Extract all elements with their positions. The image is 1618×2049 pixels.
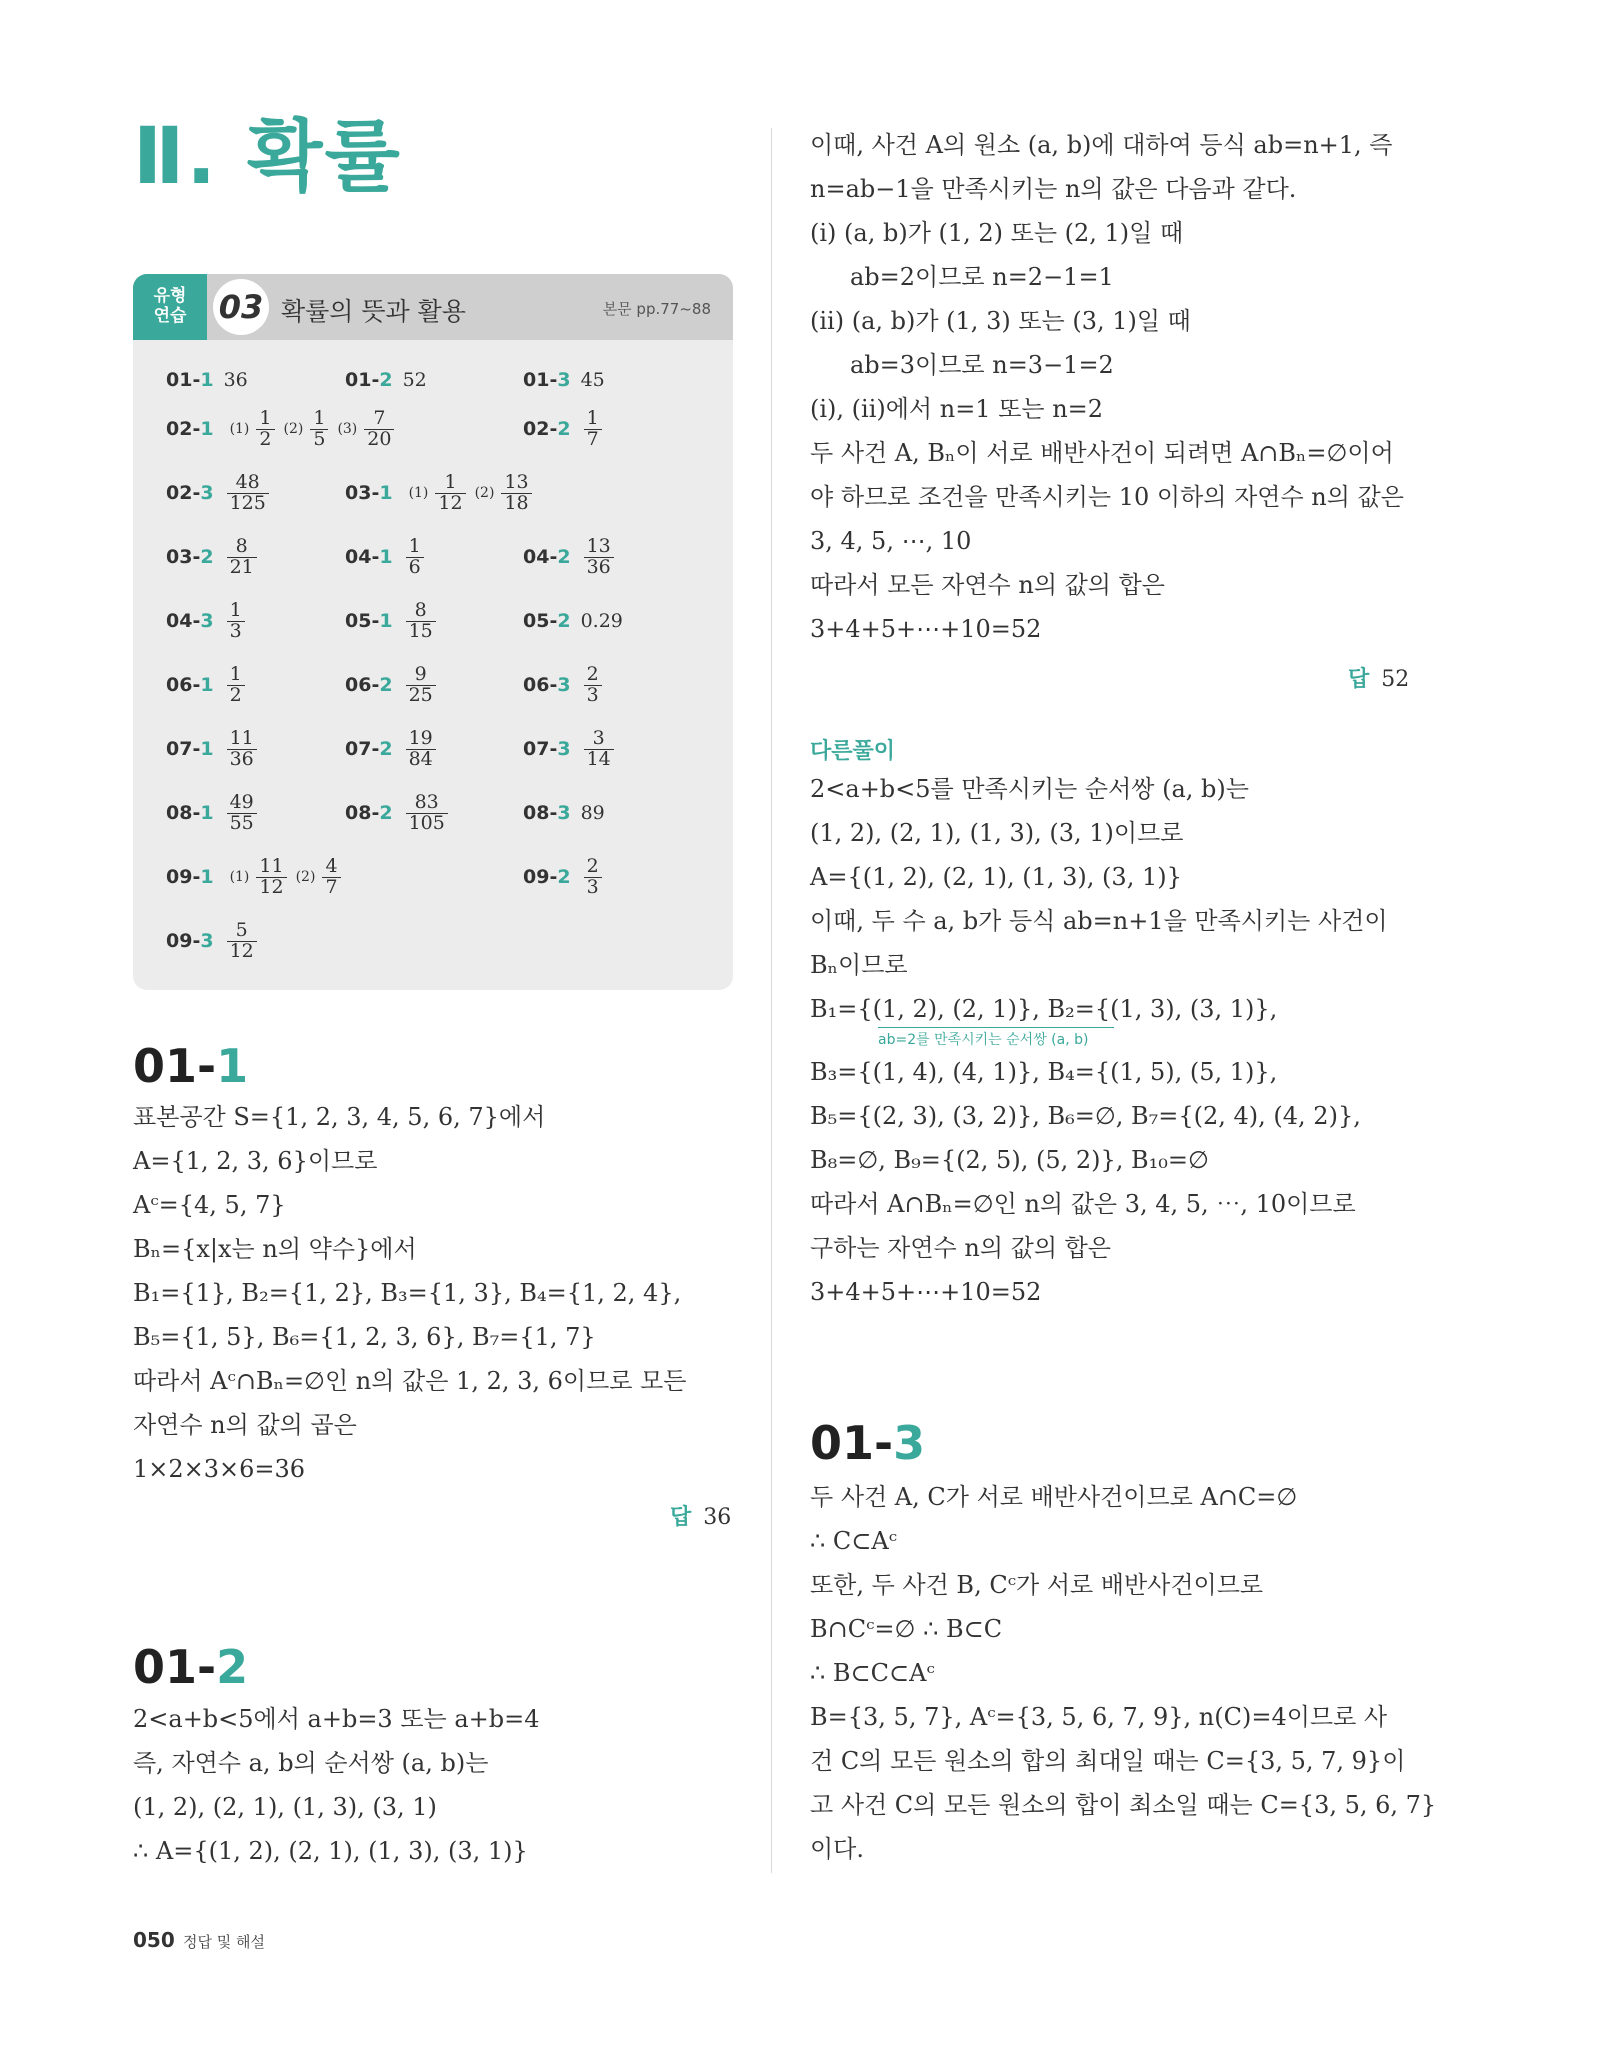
answer-item (345, 660, 439, 710)
answer-item (166, 596, 248, 646)
answer-item (345, 355, 427, 405)
answer-value: 0.29 (580, 610, 623, 632)
answer-item (345, 788, 451, 838)
column-divider (771, 128, 772, 1873)
solution-line: B={3, 5, 7}, Aᶜ={3, 5, 6, 7, 9}, n(C)=4이므로 사 (810, 1703, 1388, 1731)
chapter-title: Ⅱ. 확률 (133, 112, 402, 202)
solution-line: 3+4+5+⋯+10=52 (810, 615, 1042, 643)
fraction: $\frac{2}{3}$ (584, 857, 602, 898)
answer-item (345, 724, 439, 774)
answer-item: 09-1 (1) $\frac{11}{12}$ (2) $\frac{4}{7}$ (166, 852, 344, 902)
solution-line: 따라서 A∩Bₙ=∅인 n의 값은 3, 4, 5, ⋯, 10이므로 (810, 1190, 1356, 1218)
answer-label: 03-2 (166, 546, 214, 568)
fraction: $\frac{1}{7}$ (584, 409, 602, 450)
answer-value: 45 (580, 369, 605, 391)
answer-label: 07-1 (166, 738, 214, 760)
fraction: $\frac{83}{105}$ (406, 793, 448, 834)
fraction: $\frac{5}{12}$ (227, 921, 257, 962)
answer-item: 02-1 (1) $\frac{1}{2}$ (2) $\frac{1}{5}$ (3) $\frac{7}{20}$ (166, 404, 397, 454)
solution-line: 표본공간 S={1, 2, 3, 4, 5, 6, 7}에서 (133, 1103, 546, 1131)
page-reference: 본문 pp.77~88 (602, 300, 711, 318)
answer-label: 07-3 (523, 738, 571, 760)
solution-line: 고 사건 C의 모든 원소의 합이 최소일 때는 C={3, 5, 6, 7} (810, 1791, 1437, 1819)
fraction: $\frac{8}{21}$ (227, 537, 257, 578)
answer-label: 08-2 (345, 802, 393, 824)
tag-line-1: 유형 (153, 286, 187, 307)
answer-label: 01-1 (166, 369, 214, 391)
answer-label: 01-2 (345, 369, 393, 391)
answer-item (166, 532, 260, 582)
fraction: $\frac{1}{2}$ (256, 409, 274, 450)
answer-mark: 답 52 (1348, 667, 1410, 692)
fraction: $\frac{9}{25}$ (406, 665, 436, 706)
answer-item (166, 355, 248, 405)
fraction: $\frac{13}{36}$ (584, 537, 614, 578)
tag-line-2: 연습 (153, 306, 187, 326)
answer-label: 06-1 (166, 674, 214, 696)
solution-line: 2<a+b<5에서 a+b=3 또는 a+b=4 (133, 1705, 540, 1733)
answer-item (345, 532, 427, 582)
answer-label: 02-2 (523, 418, 571, 440)
answer-label: 04-3 (166, 610, 214, 632)
solution-line: B₈=∅, B₉={(2, 5), (5, 2)}, B₁₀=∅ (810, 1146, 1209, 1174)
section-title: 확률의 뜻과 활용 (281, 297, 466, 326)
solution-line: A={(1, 2), (2, 1), (1, 3), (3, 1)} (810, 863, 1182, 891)
answer-item (523, 355, 605, 405)
answer-label: 02-1 (166, 418, 214, 440)
solution-line: ab=3이므로 n=3−1=2 (850, 351, 1114, 379)
solution-line: B∩Cᶜ=∅ ∴ B⊂C (810, 1615, 1003, 1643)
solution-line: 즉, 자연수 a, b의 순서쌍 (a, b)는 (133, 1749, 489, 1777)
solution-line: 야 하므로 조건을 만족시키는 10 이하의 자연수 n의 값은 (810, 483, 1404, 511)
answer-item (523, 660, 605, 710)
fraction: $\frac{2}{3}$ (584, 665, 602, 706)
fraction: $\frac{13}{18}$ (501, 473, 531, 514)
fraction: $\frac{4}{7}$ (322, 857, 340, 898)
answer-item (523, 788, 605, 838)
solution-line: Bₙ이므로 (810, 951, 908, 979)
solution-line: 또한, 두 사건 B, Cᶜ가 서로 배반사건이므로 (810, 1571, 1264, 1599)
solution-line: (1, 2), (2, 1), (1, 3), (3, 1) (133, 1793, 437, 1821)
type-practice-tag (133, 274, 207, 340)
answer-item: 03-1 (1) $\frac{1}{12}$ (2) $\frac{13}{18}$ (345, 468, 535, 518)
solution-line: 이때, 두 수 a, b가 등식 ab=n+1을 만족시키는 사건이 (810, 907, 1388, 935)
solution-line: B₁={(1, 2), (2, 1)}, B₂={(1, 3), (3, 1)}, (810, 995, 1278, 1023)
solution-line: (1, 2), (2, 1), (1, 3), (3, 1)이므로 (810, 819, 1184, 847)
fraction: $\frac{1}{5}$ (310, 409, 328, 450)
fraction: $\frac{1}{6}$ (406, 537, 424, 578)
answer-item (345, 596, 439, 646)
fraction: $\frac{7}{20}$ (364, 409, 394, 450)
answer-box-header (133, 274, 733, 340)
solution-line: B₃={(1, 4), (4, 1)}, B₄={(1, 5), (5, 1)}, (810, 1058, 1278, 1086)
solution-line: ∴ B⊂C⊂Aᶜ (810, 1659, 935, 1687)
fraction: $\frac{49}{55}$ (227, 793, 257, 834)
answer-item (523, 724, 617, 774)
answer-box-body (133, 340, 733, 990)
answer-label: 09-3 (166, 930, 214, 952)
solution-line: 3, 4, 5, ⋯, 10 (810, 527, 972, 555)
answer-label: 03-1 (345, 482, 393, 504)
solution-line: 이다. (810, 1835, 864, 1863)
answer-item (523, 404, 605, 454)
solution-heading-01-1: 01-1 (133, 1039, 249, 1093)
solution-line: ∴ C⊂Aᶜ (810, 1527, 898, 1555)
solution-line: (i) (a, b)가 (1, 2) 또는 (2, 1)일 때 (810, 219, 1184, 247)
answer-label: 05-1 (345, 610, 393, 632)
solution-line: 건 C의 모든 원소의 합의 최대일 때는 C={3, 5, 7, 9}이 (810, 1747, 1406, 1775)
solution-line: ∴ A={(1, 2), (2, 1), (1, 3), (3, 1)} (133, 1837, 528, 1865)
fraction: $\frac{1}{12}$ (435, 473, 465, 514)
solution-line: A={1, 2, 3, 6}이므로 (133, 1147, 378, 1175)
fraction: $\frac{19}{84}$ (406, 729, 436, 770)
answer-label: 04-1 (345, 546, 393, 568)
fraction: $\frac{3}{14}$ (584, 729, 614, 770)
solution-line: n=ab−1을 만족시키는 n의 값은 다음과 같다. (810, 175, 1297, 203)
answer-value: 89 (580, 802, 605, 824)
solution-line: Bₙ={x|x는 n의 약수}에서 (133, 1235, 417, 1263)
fraction: $\frac{1}{2}$ (227, 665, 245, 706)
answer-label: 04-2 (523, 546, 571, 568)
fraction: $\frac{48}{125}$ (227, 473, 269, 514)
annotation-underline (878, 1027, 1114, 1028)
answer-value: 36 (223, 369, 248, 391)
solution-line: 1×2×3×6=36 (133, 1455, 306, 1483)
solution-line: (ii) (a, b)가 (1, 3) 또는 (3, 1)일 때 (810, 307, 1191, 335)
answer-mark: 답 36 (670, 1505, 732, 1530)
answer-item (523, 532, 617, 582)
fraction: $\frac{11}{12}$ (256, 857, 286, 898)
fraction: $\frac{1}{3}$ (227, 601, 245, 642)
answer-label: 09-1 (166, 866, 214, 888)
solution-heading-01-2: 01-2 (133, 1640, 249, 1694)
answer-label: 06-3 (523, 674, 571, 696)
solution-line: B₁={1}, B₂={1, 2}, B₃={1, 3}, B₄={1, 2, 4}, (133, 1279, 682, 1307)
solution-heading-01-3: 01-3 (810, 1416, 926, 1470)
answer-label: 09-2 (523, 866, 571, 888)
solution-line: 3+4+5+⋯+10=52 (810, 1278, 1042, 1306)
answer-item (523, 596, 623, 646)
alt-solution-title: 다른풀이 (810, 739, 896, 764)
annotation-note: ab=2를 만족시키는 순서쌍 (a, b) (878, 1032, 1089, 1048)
answer-label: 01-3 (523, 369, 571, 391)
solution-line: 2<a+b<5를 만족시키는 순서쌍 (a, b)는 (810, 775, 1249, 803)
answer-item (166, 788, 260, 838)
answer-item (166, 660, 248, 710)
solution-line: B₅={(2, 3), (3, 2)}, B₆=∅, B₇={(2, 4), (4, 2)}, (810, 1102, 1361, 1130)
answer-label: 07-2 (345, 738, 393, 760)
answer-item (166, 468, 272, 518)
solution-line: 두 사건 A, Bₙ이 서로 배반사건이 되려면 A∩Bₙ=∅이어 (810, 439, 1394, 467)
fraction: $\frac{11}{36}$ (227, 729, 257, 770)
answer-label: 08-3 (523, 802, 571, 824)
solution-line: 이때, 사건 A의 원소 (a, b)에 대하여 등식 ab=n+1, 즉 (810, 131, 1393, 159)
solution-line: 두 사건 A, C가 서로 배반사건이므로 A∩C=∅ (810, 1483, 1298, 1511)
section-number: 03 (213, 279, 269, 335)
solution-line: 자연수 n의 값의 곱은 (133, 1411, 357, 1439)
solution-line: (i), (ii)에서 n=1 또는 n=2 (810, 395, 1104, 423)
solution-line: ab=2이므로 n=2−1=1 (850, 263, 1114, 291)
answer-item (166, 724, 260, 774)
solution-line: 따라서 Aᶜ∩Bₙ=∅인 n의 값은 1, 2, 3, 6이므로 모든 (133, 1367, 687, 1395)
answer-label: 05-2 (523, 610, 571, 632)
answer-label: 02-3 (166, 482, 214, 504)
solution-line: Aᶜ={4, 5, 7} (133, 1191, 286, 1219)
answer-value: 52 (402, 369, 427, 391)
footer-label: 정답 및 해설 (183, 1933, 265, 1951)
answer-label: 06-2 (345, 674, 393, 696)
answer-item (166, 916, 260, 966)
solution-line: 구하는 자연수 n의 값의 합은 (810, 1234, 1111, 1262)
answer-item (523, 852, 605, 902)
page-number: 050 (133, 1928, 175, 1952)
fraction: $\frac{8}{15}$ (406, 601, 436, 642)
solution-line: 따라서 모든 자연수 n의 값의 합은 (810, 571, 1165, 599)
answer-label: 08-1 (166, 802, 214, 824)
solution-line: B₅={1, 5}, B₆={1, 2, 3, 6}, B₇={1, 7} (133, 1323, 596, 1351)
